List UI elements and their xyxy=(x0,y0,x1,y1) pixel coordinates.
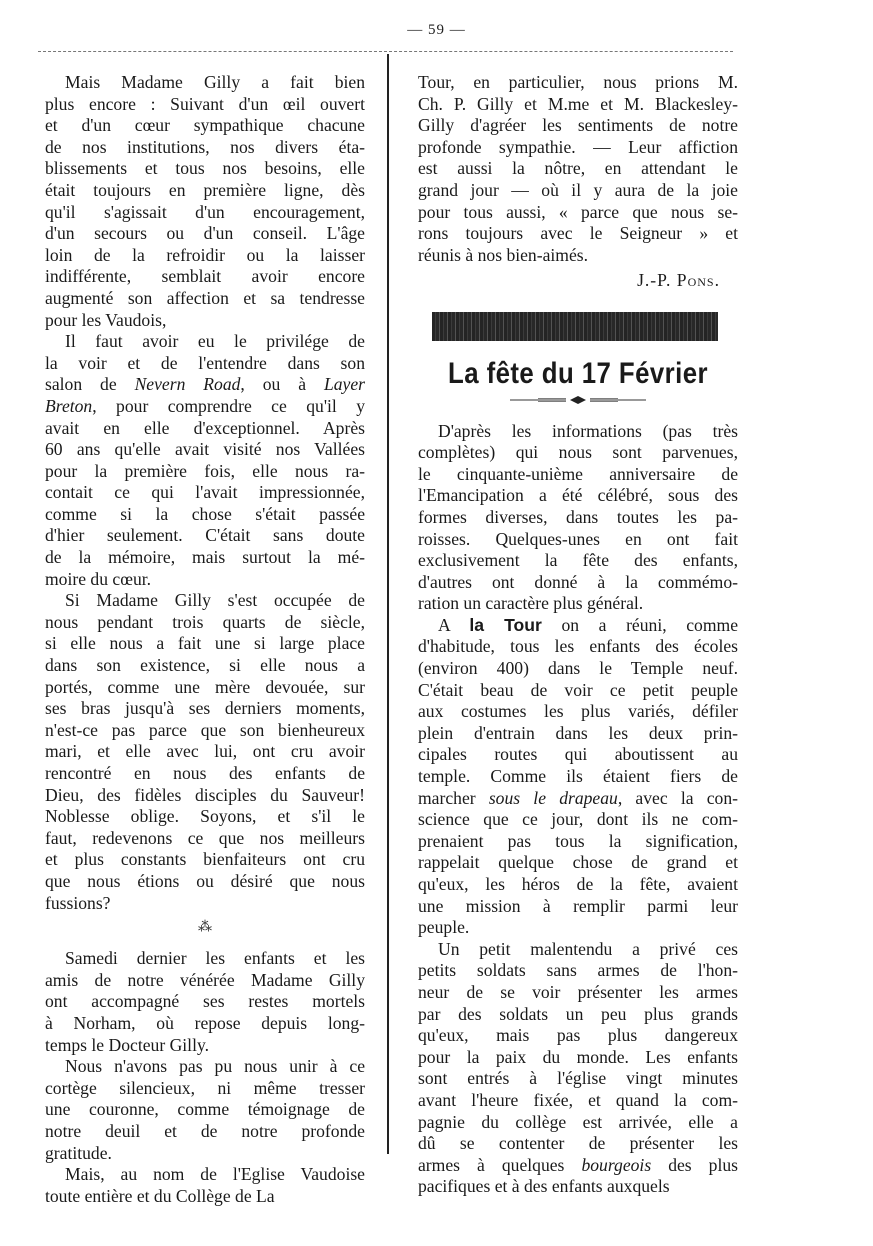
text-line: peuple. xyxy=(418,917,470,938)
text-line: l'Emancipation a été célébré, sous des xyxy=(418,485,738,506)
text-line: pour la paix du monde. Les enfants xyxy=(418,1046,738,1067)
text-line: Noblesse oblige. Soyons, et s'il le xyxy=(45,806,365,827)
text-line: science que ce jour, dont ils ne com- xyxy=(418,809,738,830)
text-line: d'un secours ou d'un conseil. L'âge xyxy=(45,223,365,244)
place-name-bold: la Tour xyxy=(469,614,542,635)
text-line: profonde sympathie. — Leur affiction xyxy=(418,136,738,157)
text-line: et d'un cœur sympathique chacune xyxy=(45,115,365,136)
text-line: réunis à nos bien-aimés. xyxy=(418,244,589,265)
text-line: une couronne, comme témoignage de xyxy=(45,1099,365,1120)
text-line: augmenté son affection et sa tendresse xyxy=(45,287,365,308)
text-line: prenaient pas tous la signification, xyxy=(418,830,738,851)
text-line: moire du cœur. xyxy=(45,568,152,589)
text-line: comme si la chose s'était passée xyxy=(45,503,365,524)
text-line: petits soldats sans armes de l'hon- xyxy=(418,960,738,981)
text-line: ont accompagné ses restes mortels xyxy=(45,991,365,1012)
text-line: d'autres ont donné à la commémo- xyxy=(418,571,738,592)
text-line: fussions? xyxy=(45,892,111,913)
text-line: Samedi dernier les enfants et les xyxy=(65,948,365,969)
paragraph xyxy=(45,331,365,590)
text-line: avait en elle d'exceptionnel. Après xyxy=(45,417,365,438)
right-column xyxy=(418,72,738,1198)
text-line: Mais, au nom de l'Eglise Vaudoise xyxy=(65,1164,365,1185)
continuation-paragraph xyxy=(418,72,738,266)
text-line: de nos institutions, nos divers éta- xyxy=(45,136,365,157)
text-line: d'habitude, tous les enfants des écoles xyxy=(418,636,738,657)
text-line: marcher sous le drapeau, avec la con- xyxy=(418,787,739,808)
text-line: C'était beau de voir ce petit peuple xyxy=(418,679,738,700)
left-column xyxy=(45,72,365,1207)
text-line: temps le Docteur Gilly. xyxy=(45,1034,210,1055)
text-line: A la Tour on a réuni, comme xyxy=(438,614,739,635)
italic-text: Layer xyxy=(323,374,365,395)
text-line: qu'eux, mais pas plus dangereux xyxy=(418,1025,738,1046)
paragraph xyxy=(45,1056,365,1164)
left-paragraphs xyxy=(45,72,365,914)
text-line: complètes) qui nous sont parvenues, xyxy=(418,442,738,463)
text-line: n'est-ce pas parce que son bienheureux xyxy=(45,719,365,740)
text-line: qu'il s'agissait d'un encouragement, xyxy=(45,201,365,222)
text-line: pour les Vaudois, xyxy=(45,309,167,330)
text-line: contait ce qui l'avait impressionnée, xyxy=(45,482,365,503)
paragraph xyxy=(418,421,738,615)
text-line: Gilly d'agréer les sentiments de notre xyxy=(418,115,738,136)
text-line: formes diverses, dans toutes les pa- xyxy=(418,506,738,527)
left-paragraphs-after xyxy=(45,948,365,1207)
text-line: par des soldats un peu plus grands xyxy=(418,1003,738,1024)
text-line: Mais Madame Gilly a fait bien xyxy=(65,72,365,92)
text-line: faut, redevenons ce que nos meilleurs xyxy=(45,827,365,848)
text-line: 60 ans qu'elle avait visité nos Vallées xyxy=(45,439,365,460)
text-line: et plus constants bienfaiteurs ont cru xyxy=(45,849,365,870)
text-line: que nous étions ou désiré que nous xyxy=(45,870,365,891)
text-line: plein d'entrain dans les deux prin- xyxy=(418,722,738,743)
italic-text: Breton xyxy=(45,395,93,416)
text-line: nous pendant trois quarts de siècle, xyxy=(45,611,365,632)
italic-text: Nevern Road xyxy=(134,374,241,395)
paragraph xyxy=(45,590,365,914)
text-line: une mission à remplir parmi leur xyxy=(418,895,738,916)
text-line: Dieu, des fidèles disciples du Sauveur! xyxy=(45,784,365,805)
text-line: amis de notre vénérée Madame Gilly xyxy=(45,969,365,990)
text-line: qu'eux, les héros de la fête, avaient xyxy=(418,874,738,894)
text-line: si elle nous a fait une si large place xyxy=(45,633,365,654)
text-line: salon de Nevern Road, ou à Layer xyxy=(45,374,365,395)
text-line: D'après les informations (pas très xyxy=(438,420,738,441)
text-line: avant l'heure fixée, et quand la com- xyxy=(418,1089,738,1110)
text-line: Ch. P. Gilly et M.me et M. Blackesley- xyxy=(418,93,738,114)
text-line: pour la première fois, elle nous ra- xyxy=(45,460,365,481)
article-headline: La fête du 17 Février xyxy=(448,356,708,390)
text-line: le cinquante-unième anniversaire de xyxy=(418,463,738,484)
text-line: toute entière et du Collège de La xyxy=(45,1185,275,1206)
text-line: sont entrés à l'église vingt minutes xyxy=(418,1068,738,1089)
paragraph xyxy=(45,72,365,331)
text-line: Nous n'avons pas pu nous unir à ce xyxy=(65,1056,365,1077)
ornament-divider-icon xyxy=(508,395,648,405)
text-line: gratitude. xyxy=(45,1142,112,1163)
text-line: blissements et tous nos besoins, elle xyxy=(45,158,365,179)
italic-text: sous le drapeau xyxy=(488,787,618,808)
text-line: temple. Comme ils étaient fiers de xyxy=(418,766,738,787)
text-line: Si Madame Gilly s'est occupée de xyxy=(65,590,365,611)
text-line: Breton, pour comprendre ce qu'il y xyxy=(45,395,365,416)
article-paragraphs xyxy=(418,421,738,1198)
column-divider xyxy=(387,54,389,1154)
text-line: d'hier seulement. C'était sans doute xyxy=(45,525,365,546)
text-line: Tour, en particulier, nous prions M. xyxy=(418,72,738,92)
text-line: rappelait quelque chose de grand et xyxy=(418,852,738,873)
text-line: rencontré en nous des enfants de xyxy=(45,763,365,783)
paragraph xyxy=(418,615,738,939)
text-line: la voir et de l'entendre dans son xyxy=(45,352,365,373)
text-line: rons toujours avec le Seigneur » et xyxy=(418,223,738,244)
italic-text: bourgeois xyxy=(581,1154,652,1175)
text-line: est aussi la nôtre, en attendant le xyxy=(418,158,738,179)
text-line: indifférente, semblait avoir encore xyxy=(45,266,365,287)
page-number: — 59 — xyxy=(407,22,466,38)
text-line: notre deuil et de notre profonde xyxy=(45,1120,365,1141)
text-line: dans son existence, si elle nous a xyxy=(45,655,365,676)
text-line: à Norham, où repose depuis long- xyxy=(45,1012,365,1033)
text-line: pour tous aussi, « parce que nous se- xyxy=(418,201,738,222)
paragraph xyxy=(418,939,738,1198)
text-line: dû se contenter de présenter les xyxy=(418,1133,738,1154)
asterism-divider: ⁂ xyxy=(198,920,212,936)
text-line: aux costumes les plus variés, défiler xyxy=(418,701,738,722)
text-line: neur de se voir présenter les armes xyxy=(418,981,738,1002)
text-line: était toujours en première ligne, dès xyxy=(45,179,365,200)
signature: J.-P. Pons. xyxy=(637,270,720,291)
text-line: cortège silencieux, ni même tresser xyxy=(45,1077,365,1098)
text-line: grand jour — où il y aura de la joie xyxy=(418,179,738,200)
text-line: (environ 400) dans le Temple neuf. xyxy=(418,658,738,679)
paragraph xyxy=(45,948,365,1056)
text-line: exclusivement la fête des enfants, xyxy=(418,550,738,571)
text-line: pacifiques et à des enfants auxquels xyxy=(418,1176,670,1197)
text-line: armes à quelques bourgeois des plus xyxy=(418,1154,738,1175)
text-line: plus encore : Suivant d'un œil ouvert xyxy=(45,93,365,114)
text-line: pagnie du collège est arrivée, elle a xyxy=(418,1111,738,1132)
text-line: Il faut avoir eu le privilége de xyxy=(65,331,365,352)
decorative-black-bar xyxy=(432,312,718,341)
header-rule xyxy=(38,51,733,52)
text-line: loin de la refroidir ou la laisser xyxy=(45,244,365,265)
paragraph xyxy=(418,72,738,266)
text-line: Un petit malentendu a privé ces xyxy=(438,938,738,959)
text-line: portés, comme une mère devouée, sur xyxy=(45,676,365,697)
text-line: mari, et elle avec lui, ont cru avoir xyxy=(45,741,365,762)
text-line: ses bras jusqu'à ses derniers moments, xyxy=(45,698,365,719)
paragraph xyxy=(45,1164,365,1207)
text-line: de la mémoire, mais surtout la mé- xyxy=(45,547,365,568)
text-line: ration un caractère plus général. xyxy=(418,593,644,614)
text-line: roisses. Quelques-unes en ont fait xyxy=(418,528,738,549)
text-line: cipales routes qui aboutissent au xyxy=(418,744,738,765)
